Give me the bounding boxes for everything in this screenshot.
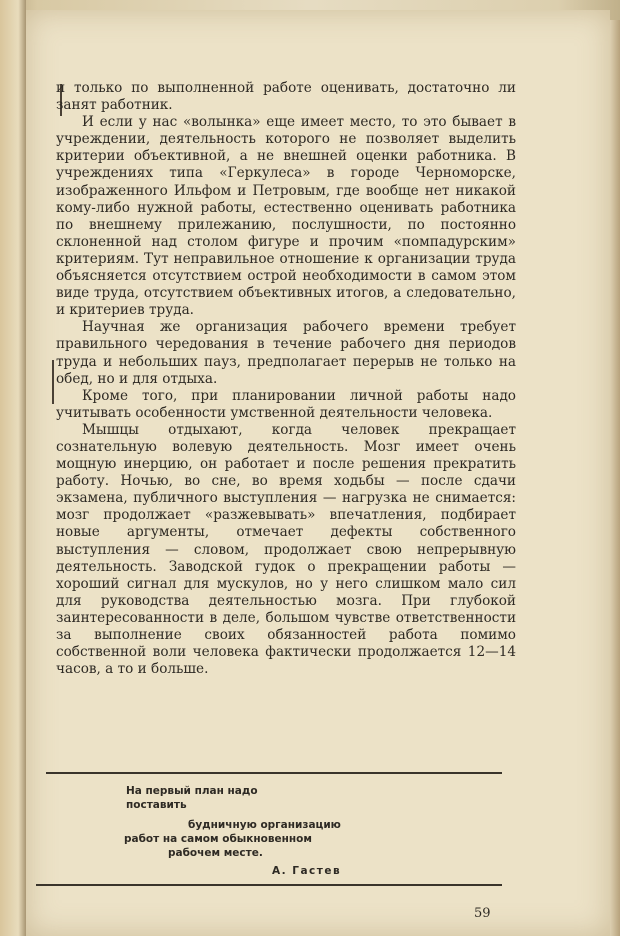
margin-mark-middle: [52, 360, 54, 404]
epigraph-line-5: рабочем месте.: [168, 847, 263, 859]
epigraph-line-1: На первый план надо: [126, 785, 258, 797]
divider-bottom: [36, 884, 502, 886]
epigraph-line-2: поставить: [126, 799, 187, 811]
body-text: [56, 80, 516, 678]
paragraph-1: и только по выполненной работе оценивать, достаточно ли занят работник.: [56, 80, 516, 114]
epigraph-line-3: будничную организацию: [188, 819, 341, 831]
left-page-edge: [0, 0, 26, 936]
page-number: 59: [474, 906, 491, 921]
paragraph-2: И если у нас «волынка» еще имеет место, то это бывает в учреждении, деятельность которого не позволяет выделить критерии объективной, а не внешней оценки работника. В учреждениях типа «Геркулеса» в городе Черноморске, изображенного Ильфом и Петровым, где вообще нет никакой кому-либо нужной работы, естественно оценивать работника по внешнему прилежанию, послушности, по постоянно склоненной над столом фигуре и прочим «помпадурским» критериям. Тут неправильное отношение к организации труда объясняется отсутствием острой необходимости в самом этом виде труда, отсутствием объективных итогов, а следовательно, и критериев труда.: [56, 114, 516, 319]
paragraph-5: Мышцы отдыхают, когда человек прекращает сознательную волевую деятельность. Мозг имеет очень мощную инерцию, он работает и после решения прекратить работу. Ночью, во сне, во время ходьбы — после сдачи экзамена, публичного выступления — нагрузка не снимается: мозг продолжает «разжевывать» впечатления, подбирает новые аргументы, отмечает дефекты собственного выступления — словом, продолжает свою непрерывную деятельность. Заводской гудок о прекращении работы — хороший сигнал для мускулов, но у него слишком мало сил для руководства деятельностью мозга. При глубокой заинтересованности в деле, большом чувстве ответственности за выполнение своих обязанностей работа помимо собственной воли человека фактически продолжается 12—14 часов, а то и больше.: [56, 421, 516, 678]
paragraph-4: Кроме того, при планировании личной работы надо учитывать особенности умственной деятельности человека.: [56, 387, 516, 421]
epigraph-author: А. Гастев: [272, 865, 342, 877]
divider-top: [46, 772, 502, 774]
epigraph-line-4: работ на самом обыкновенном: [124, 833, 312, 845]
paragraph-3: Научная же организация рабочего времени требует правильного чередования в течение рабочего дня периодов труда и небольших пауз, предполагает перерыв не только на обед, но и для отдыха.: [56, 319, 516, 387]
